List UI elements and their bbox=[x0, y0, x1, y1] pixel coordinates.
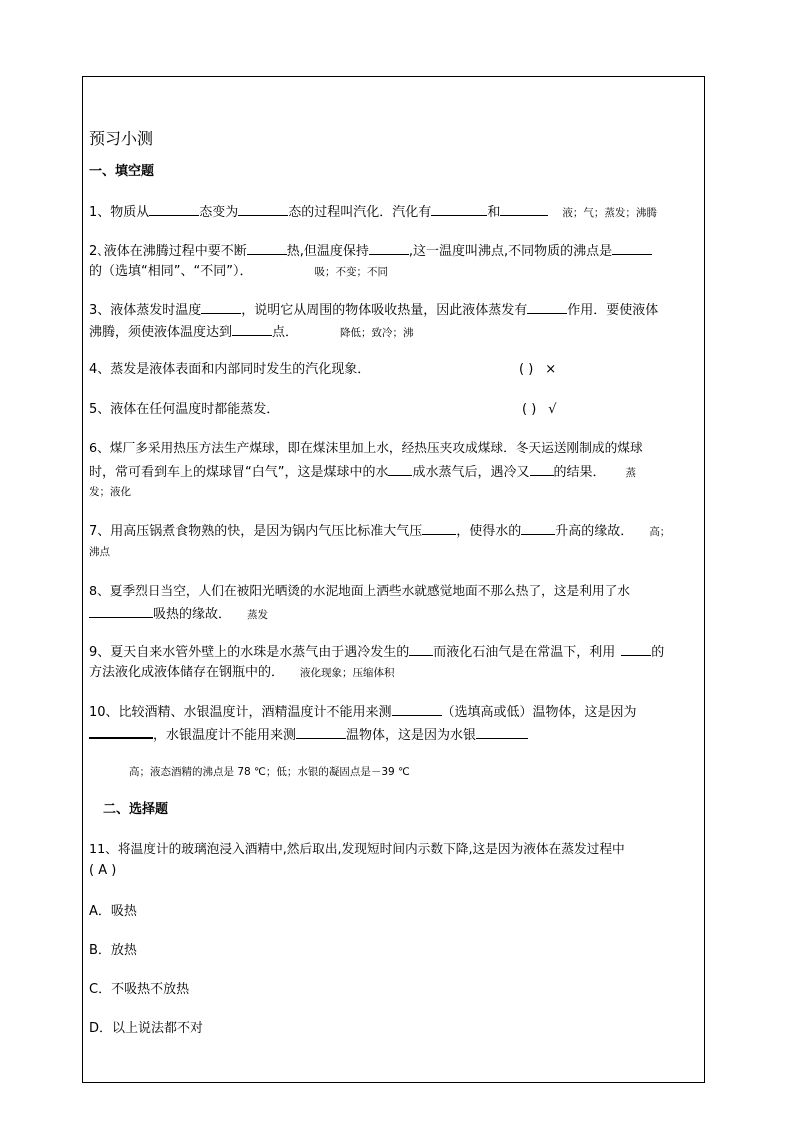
question-8-line-1: 8、夏季烈日当空，人们在被阳光晒烫的水泥地面上洒些水就感觉地面不那么热了，这是利用了水 bbox=[89, 583, 630, 598]
q4-answer: × bbox=[545, 362, 557, 377]
q10-text-c: ，水银温度计不能用来测 bbox=[153, 728, 297, 743]
question-5 bbox=[89, 401, 279, 419]
answer-blank bbox=[527, 300, 567, 314]
section-heading-choice: 二、选择题 bbox=[103, 802, 169, 817]
question-11-answer: ( A ) bbox=[89, 863, 117, 878]
q1-mid2: 态的过程叫汽化．汽化有 bbox=[288, 205, 432, 220]
q3-answer: 降低；致冷；沸 bbox=[340, 327, 414, 339]
answer-blank bbox=[530, 462, 554, 476]
question-6-line-1: 6、煤厂多采用热压方法生产煤球，即在煤沫里加上水，经热压夹攻成煤球．冬天运送刚制成的煤球 bbox=[89, 440, 643, 455]
q3-text-e: 点． bbox=[272, 325, 299, 340]
q2-answer: 吸；不变；不同 bbox=[314, 266, 388, 278]
answer-blank bbox=[621, 642, 651, 656]
section-heading-fill-in: 一、填空题 bbox=[89, 164, 155, 179]
answer-blank bbox=[238, 202, 288, 216]
q6-text-c: 的结果． bbox=[553, 465, 606, 480]
q10-text-b: （选填高或低）温物体，这是因为 bbox=[441, 705, 637, 720]
q5-text: 5、液体在任何温度时都能蒸发． bbox=[89, 402, 280, 417]
worksheet-frame bbox=[82, 76, 705, 1083]
q1-answer: 液；气；蒸发；沸腾 bbox=[562, 207, 657, 219]
question-3-line-2 bbox=[89, 322, 414, 342]
q9-text-c: 的 bbox=[651, 645, 665, 660]
q1-mid3: 和 bbox=[487, 205, 501, 220]
q9-text-d: 方法液化成液体储存在钢瓶中的． bbox=[89, 665, 285, 680]
option-b: B．放热 bbox=[89, 943, 137, 958]
question-8-line-2 bbox=[89, 604, 268, 624]
question-7-line-1 bbox=[89, 521, 670, 541]
q6-answer-a: 蒸 bbox=[625, 467, 637, 479]
q7-answer-b: 沸点 bbox=[89, 546, 110, 558]
answer-blank bbox=[612, 241, 652, 255]
q2-text-d: 的（选填“相同”、“不同”）． bbox=[89, 264, 253, 279]
q4-paren-answer bbox=[519, 361, 556, 379]
q5-answer: √ bbox=[548, 402, 557, 417]
answer-blank bbox=[149, 202, 199, 216]
answer-blank bbox=[409, 642, 433, 656]
question-4 bbox=[89, 361, 370, 379]
answer-blank bbox=[247, 241, 287, 255]
q9-answer: 液化现象；压缩体积 bbox=[300, 667, 395, 679]
option-a: A．吸热 bbox=[89, 904, 137, 919]
answer-blank bbox=[201, 300, 241, 314]
question-1 bbox=[89, 202, 657, 222]
option-c: C．不吸热不放热 bbox=[89, 982, 190, 997]
question-10-line-2 bbox=[89, 724, 528, 745]
answer-blank bbox=[369, 241, 409, 255]
q10-answer: 高；液态酒精的沸点是 78 ℃；低；水银的凝固点是－39 ℃ bbox=[129, 766, 410, 778]
answer-blank bbox=[500, 202, 548, 216]
q10-text-d: 温物体，这是因为水银 bbox=[346, 728, 477, 743]
answer-blank bbox=[476, 725, 528, 739]
answer-blank bbox=[392, 702, 442, 716]
q1-prefix: 1、物质从 bbox=[89, 205, 150, 220]
answer-blank bbox=[296, 725, 346, 739]
q3-text-d: 沸腾，须使液体温度达到 bbox=[89, 325, 233, 340]
answer-blank bbox=[232, 322, 272, 336]
option-d: D．以上说法都不对 bbox=[89, 1021, 204, 1036]
q5-paren: ( ) bbox=[522, 402, 537, 417]
answer-blank bbox=[388, 462, 412, 476]
q9-text-b: 而液化石油气是在常温下，利用 bbox=[433, 645, 616, 660]
q7-text-c: 升高的缘故． bbox=[555, 524, 634, 539]
q5-paren-answer bbox=[522, 401, 557, 419]
question-2-line-1 bbox=[89, 241, 652, 261]
q7-text-b: ，使得水的 bbox=[456, 524, 522, 539]
answer-blank bbox=[89, 604, 153, 618]
q3-text-a: 3、液体蒸发时温度 bbox=[89, 303, 202, 318]
q8-answer: 蒸发 bbox=[247, 609, 269, 621]
q4-text: 4、蒸发是液体表面和内部同时发生的汽化现象． bbox=[89, 362, 371, 377]
q6-text-a: 时，常可看到车上的煤球冒“白气”，这是煤球中的水 bbox=[89, 465, 389, 480]
q4-paren: ( ) bbox=[519, 362, 534, 377]
q3-text-c: 作用．要使液体 bbox=[567, 303, 659, 318]
q9-text-a: 9、夏天自来水管外壁上的水珠是水蒸气由于遇冷发生的 bbox=[89, 645, 410, 660]
page-title: 预习小测 bbox=[89, 129, 154, 148]
q2-text-a: 2､液体在沸腾过程中要不断 bbox=[89, 244, 247, 259]
question-9-line-2 bbox=[89, 664, 395, 682]
q3-text-b: ，说明它从周围的物体吸收热量，因此液体蒸发有 bbox=[241, 303, 528, 318]
question-2-line-2 bbox=[89, 263, 388, 281]
question-11-line-1: 11、将温度计的玻璃泡浸入酒精中,然后取出,发现短时间内示数下降,这是因为液体在蒸发过程中 bbox=[89, 841, 625, 856]
q8-text: 吸热的缘故． bbox=[153, 607, 232, 622]
q10-text-a: 10、比较酒精、水银温度计，酒精温度计不能用来测 bbox=[89, 705, 392, 720]
answer-blank bbox=[422, 521, 456, 535]
q2-text-c: ,这一温度叫沸点,不同物质的沸点是 bbox=[408, 244, 613, 259]
q1-mid1: 态变为 bbox=[199, 205, 239, 220]
answer-blank bbox=[431, 202, 487, 216]
question-9-line-1 bbox=[89, 642, 664, 662]
question-10-line-1 bbox=[89, 702, 637, 722]
question-3-line-1 bbox=[89, 300, 658, 320]
q7-text-a: 7、用高压锅煮食物熟的快，是因为锅内气压比标准大气压 bbox=[89, 524, 423, 539]
q7-answer-a: 高； bbox=[649, 526, 671, 538]
q6-answer-b: 发；液化 bbox=[89, 486, 131, 498]
q6-text-b: 成水蒸气后，遇冷又 bbox=[412, 465, 530, 480]
answer-blank bbox=[521, 521, 555, 535]
answer-blank bbox=[89, 724, 153, 739]
q2-text-b: 热,但温度保持 bbox=[286, 244, 369, 259]
question-6-line-2 bbox=[89, 462, 636, 482]
